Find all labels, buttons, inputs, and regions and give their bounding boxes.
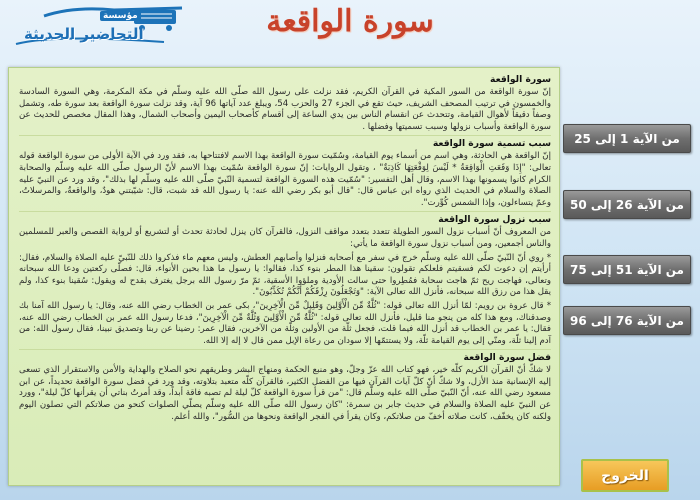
verses-26-50-button[interactable]: من الآية 26 إلى 50 bbox=[563, 190, 691, 219]
section-paragraph: من المعروف أنّ أسباب نزول السور الطويلة تتعدد بتعدد مواقف النزول، فالقرآن كان ينزل لحادثة تحدث أو لتشريع أو لرواية القصص والعبر للمسلمين والناس أجمعين، ومن أسباب نزول سورة الواقعة ما يأتي: bbox=[19, 227, 551, 249]
divider bbox=[19, 211, 551, 212]
divider bbox=[19, 135, 551, 136]
section-heading: سورة الواقعة bbox=[490, 74, 551, 85]
section-paragraph: * قال عروة بن رويم: لمّا أنزل الله تعالى قوله: "ثُلَّةٌ مِّنَ الْأَوَّلِينَ وَقَلِيلٌ مِّنَ الْآخِرِينَ"، بكى عمر بن الخطاب رضي الله عنه، وقال: يا رسول الله آمنا بك وصدقناك، ومع هذا كله من ينجو منا قليل، فأنزل الله تعالى قوله: "ثُلَّةٌ مِّنَ الْأَوَّلِينَ وَثُلَّةٌ مِّنَ الْآخِرِينَ"، فدعا رسول الله عمر بن الخطاب رضي الله عنه، فقال: يا عمر بن الخطاب قد أنزل الله فيما قلت، فجعل ثلّة من الأولين وثلّة من الآخرين، فقال عمر: رضينا عن ربنا وتصديق نبينا، فقال رسول الله: من آدم إلينا ثلّة، ومنّي إلى يوم القيامة ثلّة، ولا يستتمّها إلا سودان من رعاة الإبل ممن قال لا إله إلا الله. bbox=[19, 300, 551, 346]
section-heading: فضل سورة الواقعة bbox=[463, 352, 551, 364]
section-paragraph: إنّ سورة الواقعة من السور المكية في القرآن الكريم، فقد نزلت على رسول الله صلّى الله عليه وسلّم في مكة المكرمة، وهي السورة السادسة والخمسون في ترتيب المصحف الشريف، حيث تقع في الجزء 27 والحزب 54، ويبلغ عدد آياتها 96 آية، وقد نزلت سورة الواقعة بعد سورة طه، وتشمل وصفاً دقيقاً لأهوال القيامة، وتتحدث عن انقسام الناس بين يدي الساعة إلى أقسام كأصحاب اليمين وأصحاب الشمال، وهذا المقال مخصص للحديث عن سورة الواقعة وأسباب نزولها وسبب تسميتها وفضلها . bbox=[19, 87, 551, 132]
exit-button[interactable]: الخروج bbox=[581, 459, 669, 492]
article-text bbox=[9, 68, 559, 429]
section-paragraph: * روي أنّ النّبيّ صلّى الله عليه وسلّم خرج في سفر مع أصحابه فنزلوا وأصابهم العطش، وليس معهم ماء فذكروا ذلك للنّبيّ عليه الصلاة والسلام، فقال: أرأيتم إن دعوت لكم فسقيتم فلعلكم تقولون: سقينا هذا المطر بنوء كذا، فقالوا: يا رسول ما هذا بحين الأنواء، قال: فصلّى ركعتين ودعا الله سبحانه وتعالى، فهاجت ريح ثمّ هاجت سحابة فمُطِروا حتى سالت الأودية وملؤوا الأسقية، ثمّ مرّ رسول الله برجل يغترف بقدح له ويقول: سُقينا بنوء كذا، ولم يقل هذا من رزق الله سبحانه، فأنزل الله تعالى الآية: "وَتَجْعَلُونَ رِزْقَكُمْ أَنَّكُمْ تُكَذِّبُونَ". bbox=[19, 252, 551, 298]
section-heading: سبب تسمية سورة الواقعة bbox=[432, 138, 551, 150]
logo bbox=[14, 4, 184, 48]
section-paragraph: إنّ الواقعة هي الحادثة، وهي اسم من أسماء يوم القيامة، وسُمّيت سورة الواقعة بهذا الاسم لافتتاحها به، فقد ورد في الآية الأولى من سورة الواقعة قوله تعالى: "إِذَا وَقَعَتِ الْوَاقِعَةُ * لَيْسَ لِوَقْعَتِهَا كَاذِبَةٌ" ، وتقول الروايات: إنّ سورة الواقعة سُمّيت بهذا الاسم لأنّ الرسول صلّى الله عليه وسلّم والصحابة الكرام كانوا يسمونها بهذا الاسم، وقال أهل التفسير: "سُمّيت هذه السورة الواقعة لتسمية النّبيّ صلّى الله عليه وسلّم لها بذلك"، وقد ورد عن النبيّ عليه الصلاة والسلام في الحديث الذي رواه ابن عباس قال: "قال أبو بكر رضي الله عنه: يا رسول الله قد شبت، قال: شيّبتني هودٌ، والواقعةُ، والمرسلاتُ، وعمّ يتساءلون، وإذا الشمس كُوِّرت". bbox=[19, 151, 551, 208]
section-heading: سبب نزول سورة الواقعة bbox=[438, 214, 551, 226]
verses-51-75-button[interactable]: من الآية 51 إلى 75 bbox=[563, 255, 691, 284]
page-title: سورة الواقعة bbox=[266, 4, 434, 39]
logo-small-text: مؤسسة bbox=[100, 11, 141, 21]
verses-76-96-button[interactable]: من الآية 76 إلى 96 bbox=[563, 306, 691, 335]
logo-name: التحاضير الحديثة bbox=[24, 25, 144, 43]
divider bbox=[19, 349, 551, 350]
section-paragraph: لا شكّ أنّ القرآن الكريم كلّه خير، فهو كتاب الله عزّ وجلّ، وهو منبع الحكمة ومنهاج البشر وطريقهم نحو الصلاح والهداية والأمن والاستقرار الذي تسعى إليه الإنسانية منذ الأزل، ولا شكّ أنّ كلّ آيات القرآن فيها من الفضل الكثير، فالقرآن كلّه متعبد بتلاوته، وقد ورد في فضل سورة الواقعة تحديداً، عن ابن مسعود رضي الله عنه، أنّ النّبيّ صلّى الله عليه وسلّم قال: "من قرأ سورة الواقعة كلّ ليلة لم تصبه فاقة أبداً، وقد أمرتُ بناتي أن يقرأنها كلّ ليلة"، وورد عن النبيّ عليه الصلاة والسلام في حديث جابر بن سمرة: "كان رسول الله صلّى الله عليه وسلّم يصلّي الصلوات كنحو من صلاتكم التي تصلون اليوم ولكنه كان يخفّف، كانت صلاته أخفّ من صلاتكم، وكان يقرأ في الفجر الواقعة ونحوها من السُّور"، والله أعلم. bbox=[19, 365, 551, 422]
content-panel[interactable] bbox=[8, 67, 560, 486]
verses-1-25-button[interactable]: من الآية 1 إلى 25 bbox=[563, 124, 691, 153]
